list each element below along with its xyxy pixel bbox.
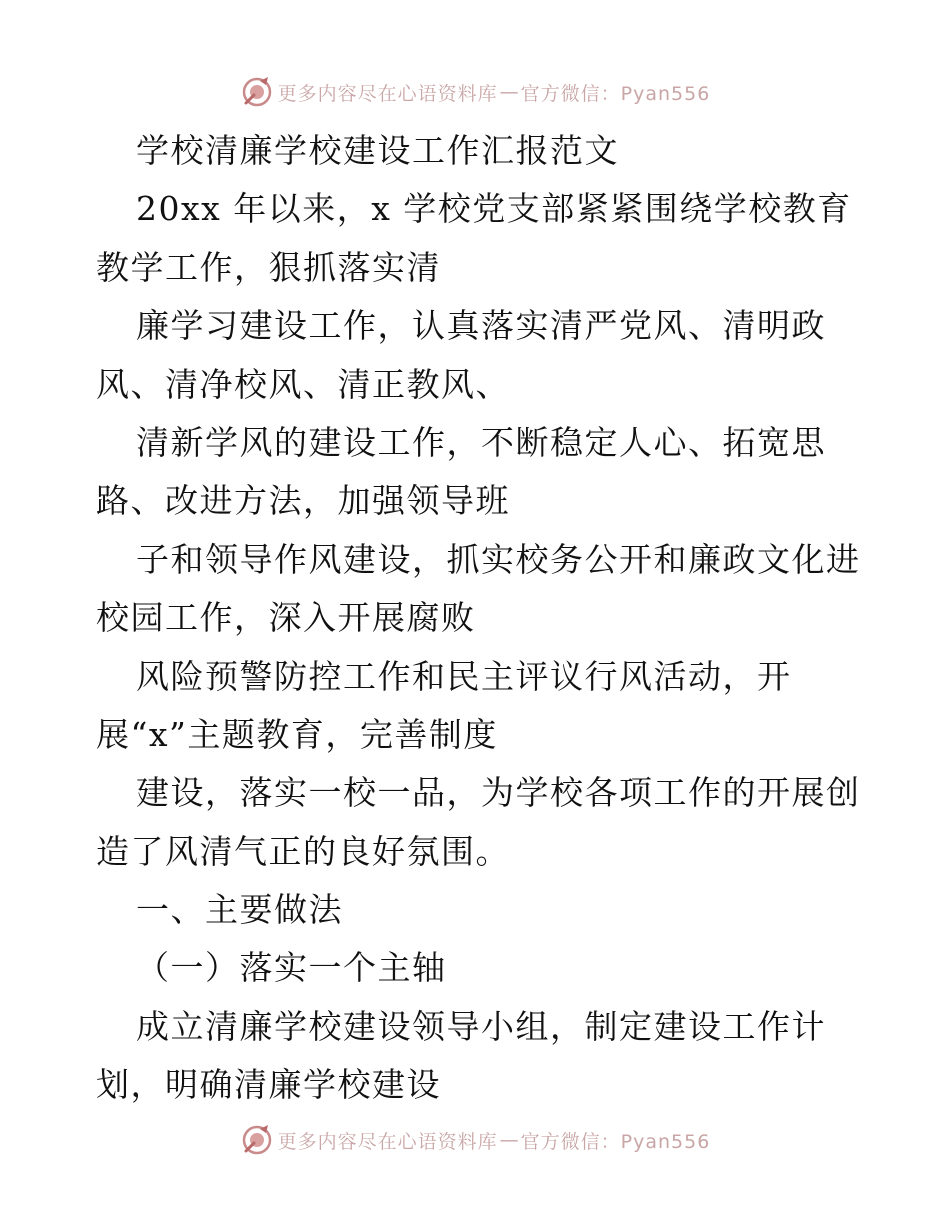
watermark-contact: 官方微信：Pyan556 bbox=[520, 82, 711, 105]
paragraph-line: 20xx 年以来，x 学校党支部紧紧围绕学校教育 bbox=[136, 189, 852, 229]
pen-seal-icon bbox=[240, 75, 274, 109]
subsection-heading: （一）落实一个主轴 bbox=[136, 948, 447, 988]
paragraph-line: 校园工作，深入开展腐败 bbox=[96, 598, 476, 638]
paragraph-line: 清新学风的建设工作，不断稳定人心、拓宽思 bbox=[136, 422, 826, 462]
paragraph-line: 建设，落实一校一品，为学校各项工作的开展创 bbox=[136, 773, 861, 813]
paragraph-line: 教学工作，狠抓落实清 bbox=[96, 247, 441, 287]
paragraph-line: 造了风清气正的良好氛围。 bbox=[96, 831, 510, 871]
document-title: 学校清廉学校建设工作汇报范文 bbox=[136, 131, 619, 170]
watermark-text: 更多内容尽在心语资料库 bbox=[277, 1130, 498, 1153]
paragraph-line: 划，明确清廉学校建设 bbox=[96, 1065, 441, 1105]
header-watermark bbox=[0, 72, 950, 112]
paragraph-line: 子和领导作风建设，抓实校务公开和廉政文化进 bbox=[136, 539, 861, 579]
footer-watermark bbox=[0, 1120, 950, 1160]
paragraph-line: 廉学习建设工作，认真落实清严党风、清明政 bbox=[136, 306, 826, 346]
watermark-separator: — bbox=[499, 81, 519, 103]
watermark-contact: 官方微信：Pyan556 bbox=[520, 1130, 711, 1153]
paragraph-line: 风险预警防控工作和民主评议行风活动，开 bbox=[136, 656, 792, 696]
watermark-separator: — bbox=[499, 1129, 519, 1151]
document-body bbox=[96, 122, 861, 1115]
pen-seal-icon bbox=[240, 1123, 274, 1157]
paragraph-line: 展“x”主题教育，完善制度 bbox=[96, 714, 498, 754]
paragraph-line: 路、改进方法，加强领导班 bbox=[96, 481, 510, 521]
section-heading: 一、主要做法 bbox=[136, 890, 343, 930]
paragraph-line: 风、清净校风、清正教风、 bbox=[96, 364, 510, 404]
paragraph-line: 成立清廉学校建设领导小组，制定建设工作计 bbox=[136, 1006, 826, 1046]
watermark-text: 更多内容尽在心语资料库 bbox=[277, 82, 498, 105]
